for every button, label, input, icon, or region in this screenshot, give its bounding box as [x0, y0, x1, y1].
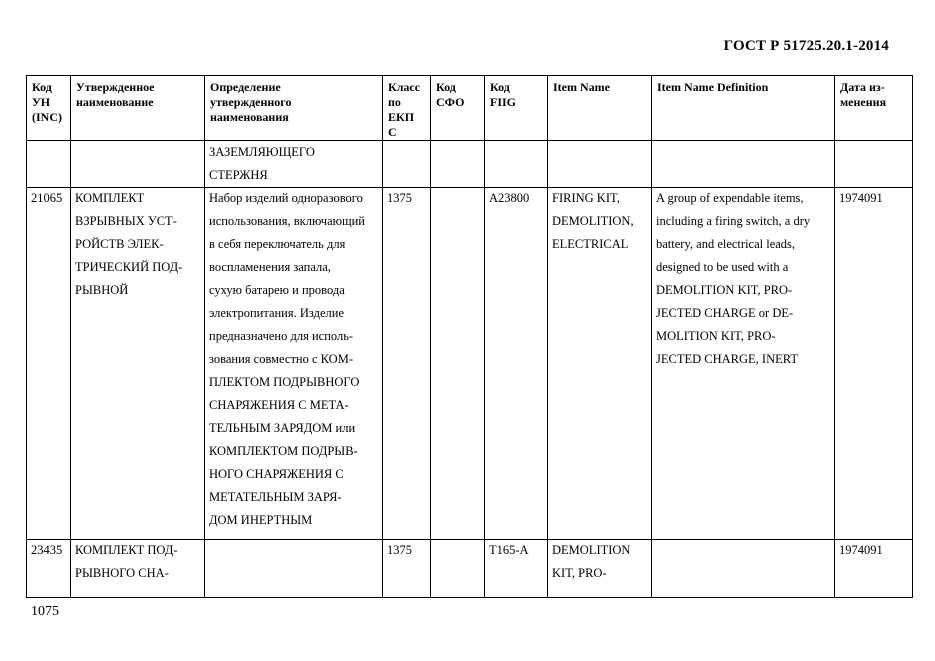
cell-definition — [205, 540, 383, 598]
cell-item-name-definition — [652, 540, 835, 598]
cell-inc: 23435 — [27, 540, 71, 598]
cell-class: 1375 — [383, 188, 431, 540]
cell-approved-name — [71, 141, 205, 188]
page-number: 1075 — [31, 604, 59, 619]
cell-change-date — [835, 141, 913, 188]
table-row — [27, 141, 913, 188]
header-class: Класс по ЕКП С — [383, 76, 431, 141]
cell-item-name-definition — [652, 141, 835, 188]
nomenclature-table — [26, 75, 913, 598]
cell-sfo — [431, 540, 485, 598]
cell-inc — [27, 141, 71, 188]
header-approved-name: Утвержденное наименование — [71, 76, 205, 141]
cell-item-name: FIRING KIT, DEMOLITION, ELECTRICAL — [548, 188, 652, 540]
cell-sfo — [431, 188, 485, 540]
cell-definition: ЗАЗЕМЛЯЮЩЕГО СТЕРЖНЯ — [205, 141, 383, 188]
table-row — [27, 540, 913, 598]
cell-fiig: A23800 — [485, 188, 548, 540]
cell-class: 1375 — [383, 540, 431, 598]
cell-class — [383, 141, 431, 188]
cell-definition: Набор изделий одноразового использования, включающий в себя переключатель для воспламенения запала, сухую батарею и провода электропитания. Изделие предназначено для исполь- зования совместно с КОМ- ПЛЕКТОМ ПОДРЫВНОГО СНАРЯЖЕНИЯ С МЕТА- ТЕЛЬНЫМ ЗАРЯДОМ или КОМПЛЕКТОМ ПОДРЫВ- НОГО СНАРЯЖЕНИЯ С МЕТАТЕЛЬНЫМ ЗАРЯ- ДОМ ИНЕРТНЫМ — [205, 188, 383, 540]
cell-change-date: 1974091 — [835, 188, 913, 540]
header-row — [27, 76, 913, 141]
cell-fiig: T165-A — [485, 540, 548, 598]
cell-sfo — [431, 141, 485, 188]
cell-inc: 21065 — [27, 188, 71, 540]
header-fiig: Код FIIG — [485, 76, 548, 141]
header-item-name: Item Name — [548, 76, 652, 141]
cell-item-name: DEMOLITION KIT, PRO- — [548, 540, 652, 598]
header-inc: Код УН (INC) — [27, 76, 71, 141]
cell-change-date: 1974091 — [835, 540, 913, 598]
header-definition: Определение утвержденного наименования — [205, 76, 383, 141]
cell-fiig — [485, 141, 548, 188]
cell-approved-name: КОМПЛЕКТ ПОД- РЫВНОГО СНА- — [71, 540, 205, 598]
header-sfo: Код СФО — [431, 76, 485, 141]
table-row — [27, 188, 913, 540]
document-code: ГОСТ Р 51725.20.1-2014 — [723, 38, 889, 54]
header-item-name-definition: Item Name Definition — [652, 76, 835, 141]
header-change-date: Дата из- менения — [835, 76, 913, 141]
cell-item-name-definition: A group of expendable items, including a firing switch, a dry battery, and electrical leads, designed to be used with a DEMOLITION KIT, PRO- JECTED CHARGE or DE- MOLITION KIT, PRO- JECTED CHARGE, INERT — [652, 188, 835, 540]
cell-item-name — [548, 141, 652, 188]
cell-approved-name: КОМПЛЕКТ ВЗРЫВНЫХ УСТ- РОЙСТВ ЭЛЕК- ТРИЧЕСКИЙ ПОД- РЫВНОЙ — [71, 188, 205, 540]
